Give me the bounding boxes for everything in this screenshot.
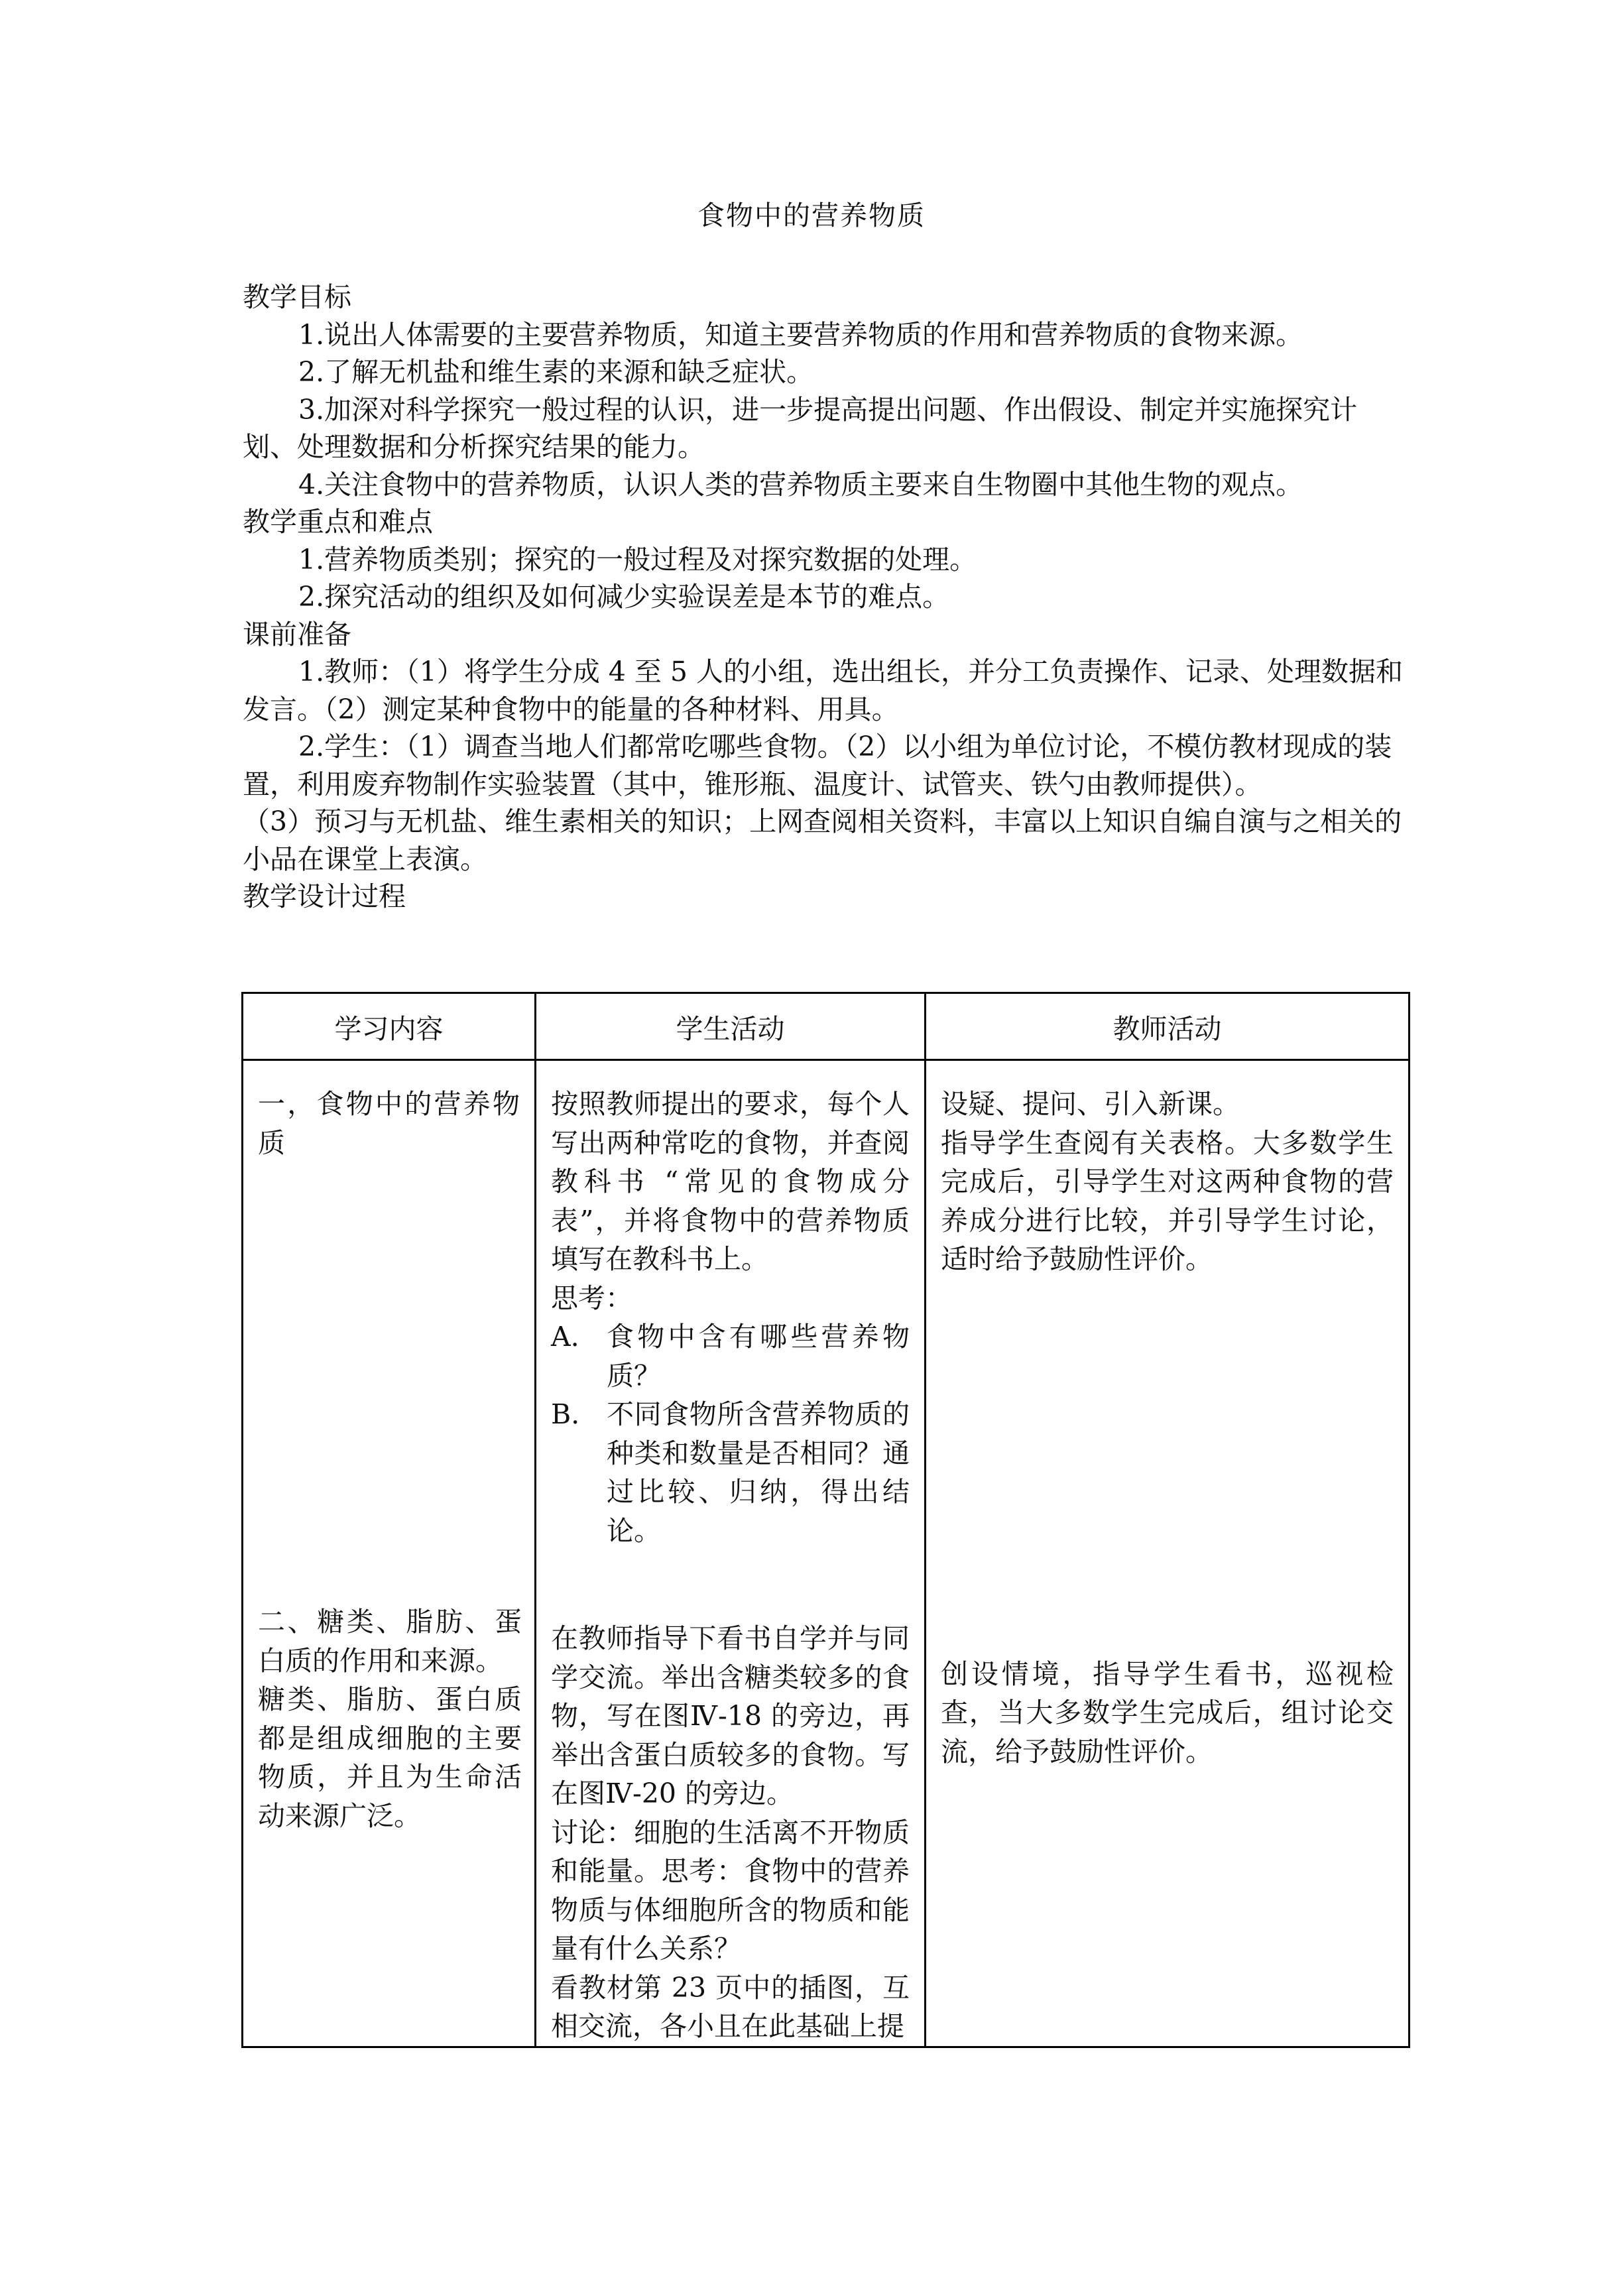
content-text: 二、糖类、脂肪、蛋白质的作用和来源。 <box>258 1606 522 1677</box>
student-activity-text: 在教师指导下看书自学并与同学交流。举出含糖类较多的食物，写在图Ⅳ-18 的旁边，再举出含蛋白质较多的食物。写在图Ⅳ-20 的旁边。 <box>551 1622 910 1809</box>
student-activity-text: 按照教师提出的要求，每个人写出两种常吃的食物，并查阅教科书 “常见的食物成分表”，并将食物中的营养物质填写在教科书上。 <box>551 1088 910 1275</box>
row-content-cell <box>243 1060 536 2047</box>
row-student-cell <box>536 1060 926 2047</box>
goal-item: 2.了解无机盐和维生素的来源和缺乏症状。 <box>298 356 814 388</box>
goal-item: 4.关注食物中的营养物质，认识人类的营养物质主要来自生物圈中其他生物的观点。 <box>298 468 1303 501</box>
teacher-activity-text: 设疑、提问、引入新课。 <box>941 1088 1240 1120</box>
teacher-activity-text: 指导学生查阅有关表格。大多数学生完成后，引导学生对这两种食物的营养成分进行比较，并引导学生讨论，适时给予鼓励性评价。 <box>941 1126 1394 1275</box>
think-label: 思考： <box>551 1282 632 1314</box>
goal-item: 3.加深对科学探究一般过程的认识，进一步提高提出问题、作出假设、制定并实施探究计划、处理数据和分析探究结果的能力。 <box>243 393 1358 463</box>
column-header-student: 学生活动 <box>536 993 926 1060</box>
content-text: 一，食物中的营养物质 <box>258 1088 520 1159</box>
key-point-item: 1.营养物质类别；探究的一般过程及对探究数据的处理。 <box>298 543 977 575</box>
section-heading-design: 教学设计过程 <box>243 880 406 912</box>
preparation-item: 2.学生：（1）调查当地人们都常吃哪些食物。（2）以小组为单位讨论，不模仿教材现成的装置，利用废弃物制作实验装置（其中，锥形瓶、温度计、试管夹、铁勺由教师提供）。 <box>243 731 1392 800</box>
section-heading-goals: 教学目标 <box>243 281 351 313</box>
section-heading-key-points: 教学重点和难点 <box>243 506 433 538</box>
lesson-plan-table <box>241 992 1410 2048</box>
key-point-item: 2.探究活动的组织及如何减少实验误差是本节的难点。 <box>298 581 950 613</box>
option-label: B. <box>551 1398 580 1430</box>
content-text: 糖类、脂肪、蛋白质都是组成细胞的主要物质，并且为生命活动来源广泛。 <box>258 1683 522 1832</box>
document-title: 食物中的营养物质 <box>697 200 926 231</box>
option-label: A. <box>551 1321 579 1353</box>
preparation-item: 1.教师：（1）将学生分成 4 至 5 人的小组，选出组长，并分工负责操作、记录、处理数据和发言。（2）测定某种食物中的能量的各种材料、用具。 <box>243 656 1404 725</box>
option-text: 食物中含有哪些营养物质？ <box>607 1321 910 1392</box>
option-item <box>551 1395 910 1550</box>
table-row <box>243 1060 1410 2047</box>
option-item <box>551 1317 910 1395</box>
student-activity-text: 看教材第 23 页中的插图，互相交流，各小且在此基础上提 <box>551 1971 910 2042</box>
row2-content-block <box>258 1602 522 1835</box>
student-activity-text: 讨论：细胞的生活离不开物质和能量。思考：食物中的营养物质与体细胞所含的物质和能量有什么关系？ <box>551 1816 910 1964</box>
teacher-activity-text: 创设情境，指导学生看书，巡视检查，当大多数学生完成后，组讨论交流，给予鼓励性评价。 <box>941 1658 1394 1768</box>
column-header-teacher: 教师活动 <box>926 993 1410 1060</box>
column-header-content: 学习内容 <box>243 993 536 1060</box>
section-heading-preparation: 课前准备 <box>243 618 351 650</box>
goal-item: 1.说出人体需要的主要营养物质，知道主要营养物质的作用和营养物质的食物来源。 <box>298 318 1303 351</box>
document-body <box>243 278 1410 916</box>
table-header-row <box>243 993 1410 1060</box>
option-text: 不同食物所含营养物质的种类和数量是否相同？通过比较、归纳，得出结论。 <box>607 1398 910 1547</box>
row-teacher-cell <box>926 1060 1410 2047</box>
preparation-item: （3）预习与无机盐、维生素相关的知识；上网查阅相关资料，丰富以上知识自编自演与之相关的小品在课堂上表演。 <box>243 806 1402 875</box>
